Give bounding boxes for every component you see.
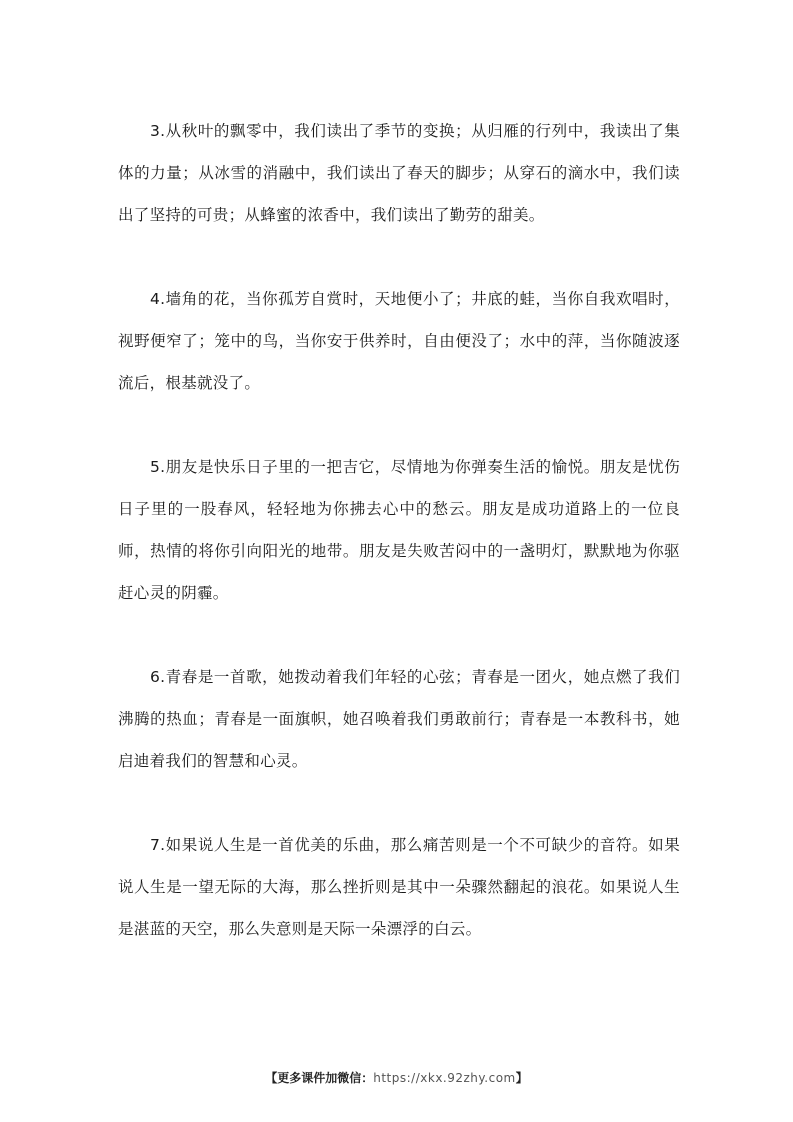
paragraph-5: 5.朋友是快乐日子里的一把吉它，尽情地为你弹奏生活的愉悦。朋友是忧伤日子里的一股春风，轻轻地为你拂去心中的愁云。朋友是成功道路上的一位良师，热情的将你引向阳光的地带。朋友是失败苦闷中的一盏明灯，默默地为你驱赶心灵的阴霾。 <box>118 458 680 602</box>
footer-url[interactable]: https://xkx.92zhy.com <box>373 1071 516 1085</box>
footer-right-text: 】 <box>515 1071 528 1085</box>
page-footer <box>0 1070 793 1086</box>
paragraph-7: 7.如果说人生是一首优美的乐曲，那么痛苦则是一个不可缺少的音符。如果说人生是一望无际的大海，那么挫折则是其中一朵骤然翻起的浪花。如果说人生是湛蓝的天空，那么失意则是天际一朵漂浮的白云。 <box>118 836 680 938</box>
paragraph-6: 6.青春是一首歌，她拨动着我们年轻的心弦；青春是一团火，她点燃了我们沸腾的热血；青春是一面旗帜，她召唤着我们勇敢前行；青春是一本教科书，她启迪着我们的智慧和心灵。 <box>118 668 680 770</box>
footer-left-text: 【更多课件加微信： <box>265 1071 374 1085</box>
paragraph-3: 3.从秋叶的飘零中，我们读出了季节的变换；从归雁的行列中，我读出了集体的力量；从冰雪的消融中，我们读出了春天的脚步；从穿石的滴水中，我们读出了坚持的可贵；从蜂蜜的浓香中，我们读出了勤劳的甜美。 <box>118 122 680 224</box>
paragraph-4: 4.墙角的花，当你孤芳自赏时，天地便小了；井底的蛙，当你自我欢唱时，视野便窄了；笼中的鸟，当你安于供养时，自由便没了；水中的萍，当你随波逐流后，根基就没了。 <box>118 290 680 392</box>
